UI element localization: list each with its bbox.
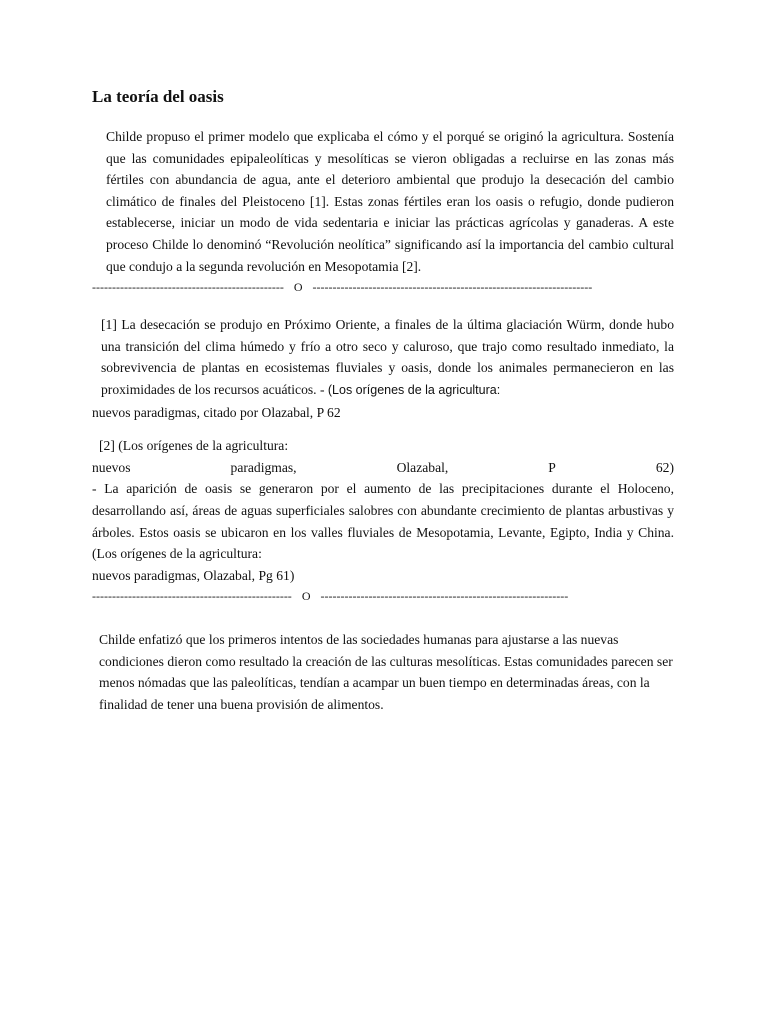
footnote-1-source-a: (Los orígenes de la agricultura:	[327, 382, 501, 397]
footnote-1	[92, 314, 674, 401]
footnote-2-word-2: paradigmas,	[230, 459, 297, 475]
separator-1-mark: O	[293, 280, 303, 295]
footnote-2-last: nuevos paradigmas, Olazabal, Pg 61)	[92, 567, 295, 583]
separator-2-right: --------------------------------------------------------------	[320, 589, 569, 604]
document-page	[92, 86, 674, 716]
document-title: La teoría del oasis	[92, 87, 224, 106]
footnote-2-heading-text: [2] (Los orígenes de la agricultura:	[99, 438, 289, 454]
separator-1	[92, 277, 674, 298]
separator-2-left: --------------------------------------------------	[92, 589, 292, 604]
separator-2-mark: O	[301, 589, 311, 604]
footnote-1-source-b: nuevos paradigmas, citado por Olazabal, P 62	[92, 404, 341, 420]
footnote-1-text: [1] La desecación se produjo en Próximo Oriente, a finales de la última glaciación Würm, donde hubo una transición del clima húmedo y frío a otro seco y caluroso, que trajo como resultado inmediato, la sobrevivencia de plantas en ecosistemas fluviales y oasis, donde los animales permanecieron en las proximidades de los recursos acuáticos. -	[101, 317, 674, 397]
separator-2	[92, 586, 674, 607]
footnote-2-heading	[92, 435, 674, 457]
separator-1-left: ------------------------------------------------	[92, 280, 284, 295]
paragraph-intro: Childe propuso el primer modelo que explicaba el cómo y el porqué se originó la agricultura. Sostenía que las comunidades epipaleolíticas y mesolíticas se vieron obligadas a recluirse en las zonas más fértiles con abundancia de agua, ante el deterioro ambiental que produjo la desecación del cambio climático de finales del Pleistoceno [1]. Estas zonas fértiles eran los oasis o refugio, donde pudieron establecerse, iniciar un modo de vida sedentaria e iniciar las prácticas agrícolas y ganaderas. A este proceso Childe lo denominó “Revolución neolítica” significando así la importancia del cambio cultural que condujo a la segunda revolución en Mesopotamia [2].	[106, 129, 674, 274]
paragraph-closing: Childe enfatizó que los primeros intentos de las sociedades humanas para ajustarse a las nuevas condiciones dieron como resultado la creación de las culturas mesolíticas. Estas comunidades parecen ser menos nómadas que las paleolíticas, tendían a acampar un buen tiempo en determinadas áreas, con la finalidad de tener una buena provisión de alimentos.	[99, 632, 673, 713]
footnote-2-word-3: Olazabal,	[396, 459, 449, 475]
separator-1-right: ----------------------------------------------------------------------	[312, 280, 593, 295]
footnote-2-word-1: nuevos	[92, 459, 131, 475]
footnote-2-word-5: 62)	[655, 459, 674, 475]
footnote-2-spread-line	[92, 457, 674, 479]
footnote-2-word-4: P	[548, 459, 556, 475]
footnote-2-text: - La aparición de oasis se generaron por el aumento de las precipitaciones durante el Holoceno, desarrollando así, áreas de aguas superficiales salobres con abundante crecimiento de plantas arbustivas y árboles. Estos oasis se ubicaron en los valles fluviales de Mesopotamia, Levante, Egipto, India y China. (Los orígenes de la agricultura:	[92, 481, 674, 562]
